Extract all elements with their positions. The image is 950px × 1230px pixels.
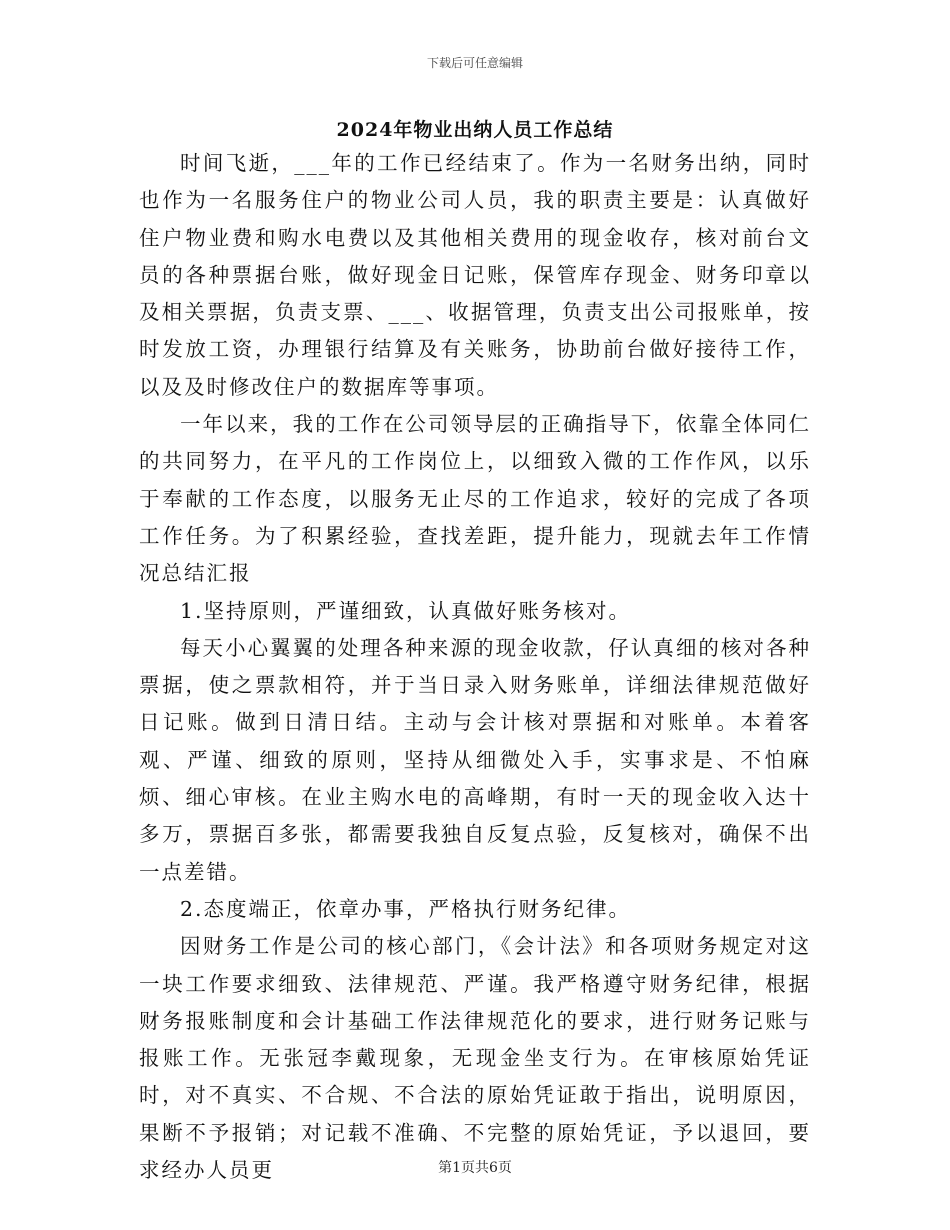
document-title: 2024年物业出纳人员工作总结 [336, 119, 614, 141]
paragraph-intro: 时间飞逝，___年的工作已经结束了。作为一名财务出纳，同时也作为一名服务住户的物业公司人员，我的职责主要是：认真做好住户物业费和购水电费以及其他相关费用的现金收存，核对前台文员的各种票据台账，做好现金日记账，保管库存现金、财务印章以及相关票据，负责支票、___、收据管理，负责支出公司报账单，按时发放工资，办理银行结算及有关账务，协助前台做好接待工作，以及及时修改住户的数据库等事项。 [139, 151, 811, 399]
paragraph-overview: 一年以来，我的工作在公司领导层的正确指导下，依靠全体同仁的共同努力，在平凡的工作岗位上，以细致入微的工作作风，以乐于奉献的工作态度，以服务无止尽的工作追求，较好的完成了各项工作任务。为了积累经验，查找差距，提升能力，现就去年工作情况总结汇报 [139, 412, 811, 586]
header-note: 下载后可任意编辑 [426, 56, 523, 70]
section-heading-1: 1.坚持原则，严谨细致，认真做好账务核对。 [180, 598, 632, 623]
paragraph-section-2: 因财务工作是公司的核心部门，《会计法》和各项财务规定对这一块工作要求细致、法律规范、严谨。我严格遵守财务纪律，根据财务报账制度和会计基础工作法律规范化的要求，进行财务记账与报账工作。无张冠李戴现象，无现金坐支行为。在审核原始凭证时，对不真实、不合规、不合法的原始凭证敢于指出，说明原因，果断不予报销；对记载不准确、不完整的原始凭证，予以退回，要求经办人员更 [139, 934, 811, 1183]
page-number: 第1页共6页 [438, 1160, 512, 1176]
paragraph-section-1: 每天小心翼翼的处理各种来源的现金收款，仔认真细的核对各种票据，使之票款相符，并于当日录入财务账单，详细法律规范做好日记账。做到日清日结。主动与会计核对票据和对账单。本着客观、严谨、细致的原则，坚持从细微处入手，实事求是、不怕麻烦、细心审核。在业主购水电的高峰期，有时一天的现金收入达十多万，票据百多张，都需要我独自反复点验，反复核对，确保不出一点差错。 [139, 635, 811, 884]
document-body [139, 145, 811, 1189]
section-heading-2: 2.态度端正，依章办事，严格执行财务纪律。 [180, 896, 632, 921]
